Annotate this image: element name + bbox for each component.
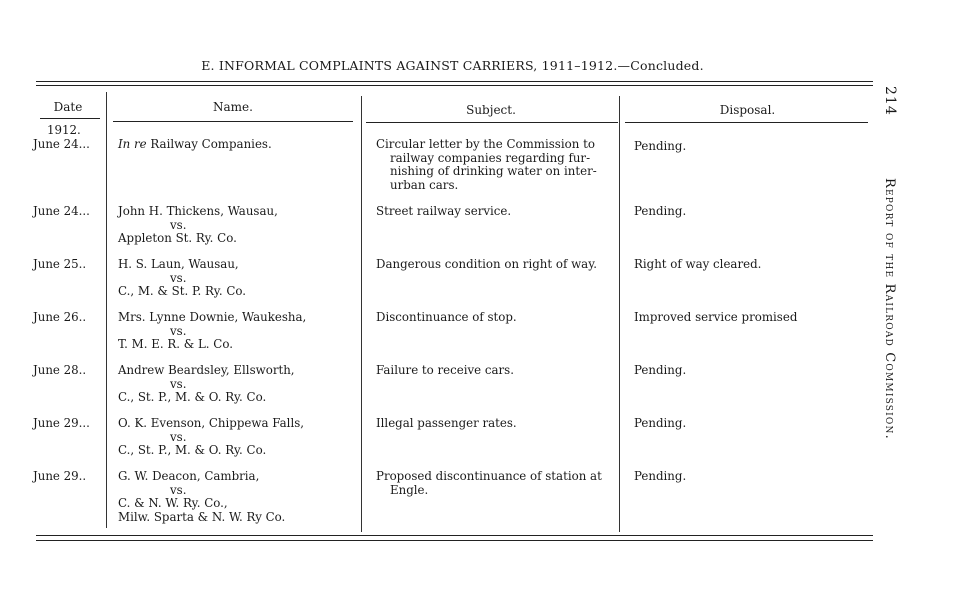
- header-underline-name: [113, 121, 353, 122]
- subject-line: Engle.: [390, 482, 429, 497]
- subject-line: Proposed discontinuance of station at: [376, 469, 602, 483]
- date-cell: June 29..: [33, 469, 87, 483]
- page-title: E. INFORMAL COMPLAINTS AGAINST CARRIERS, 1911–1912.—Concluded.: [201, 58, 704, 73]
- subject-cell: Discontinuance of stop.: [376, 310, 517, 324]
- respondent: T. M. E. R. & L. Co.: [118, 337, 233, 351]
- versus-label: vs.: [170, 376, 187, 391]
- date-cell: June 26..: [33, 310, 87, 324]
- complainant: G. W. Deacon, Cambria,: [118, 469, 260, 483]
- bottom-double-rule-lower: [36, 540, 873, 541]
- subject-cell: Dangerous condition on right of way.: [376, 257, 598, 271]
- complainant: O. K. Evenson, Chippewa Falls,: [118, 416, 305, 430]
- date-cell: June 25..: [33, 257, 87, 271]
- complainant: Andrew Beardsley, Ellsworth,: [118, 363, 295, 377]
- column-divider-name: [361, 96, 362, 532]
- date-cell: June 24...: [33, 204, 90, 218]
- versus-label: vs.: [170, 482, 187, 497]
- subject-line: nishing of drinking water on inter-: [390, 164, 597, 178]
- versus-label: vs.: [170, 429, 187, 444]
- subject-cell: [376, 470, 618, 497]
- name-cell: [118, 258, 358, 299]
- bottom-double-rule-upper: [36, 535, 873, 536]
- page-number: 214: [882, 86, 898, 116]
- disposal-cell: Pending.: [634, 363, 687, 377]
- column-divider-date: [106, 92, 107, 528]
- respondent: C., M. & St. P. Ry. Co.: [118, 284, 246, 298]
- subject-line: railway companies regarding fur-: [390, 150, 591, 165]
- complainant: John H. Thickens, Wausau,: [118, 204, 278, 218]
- running-head: Report of the Railroad Commission.: [882, 178, 897, 440]
- name-main: Railway Companies.: [150, 137, 272, 151]
- header-name: Name.: [213, 100, 253, 114]
- top-double-rule-lower: [36, 85, 873, 86]
- header-date: Date: [53, 100, 83, 114]
- versus-label: vs.: [170, 217, 187, 232]
- respondent: Milw. Sparta & N. W. Ry Co.: [118, 509, 286, 524]
- disposal-cell: Improved service promised: [634, 310, 798, 324]
- subject-cell: [376, 138, 618, 192]
- header-underline-disposal: [625, 122, 868, 123]
- versus-label: vs.: [170, 270, 187, 285]
- subject-line: urban cars.: [390, 177, 459, 192]
- date-cell: June 24...: [33, 137, 90, 151]
- top-double-rule-upper: [36, 81, 873, 82]
- year-label: 1912.: [47, 123, 81, 137]
- name-cell: [118, 364, 358, 405]
- subject-line: Circular letter by the Commission to: [376, 137, 595, 151]
- name-cell: [118, 417, 358, 458]
- date-cell: June 28..: [33, 363, 87, 377]
- respondent: C., St. P., M. & O. Ry. Co.: [118, 443, 267, 457]
- name-prefix: In re: [118, 137, 147, 151]
- disposal-cell: Pending.: [634, 469, 687, 483]
- disposal-cell: Pending.: [634, 204, 687, 218]
- respondent: C., St. P., M. & O. Ry. Co.: [118, 390, 267, 404]
- name-cell: [118, 470, 358, 524]
- header-underline-subject: [366, 122, 618, 123]
- complainant: Mrs. Lynne Downie, Waukesha,: [118, 310, 307, 324]
- header-subject: Subject.: [466, 103, 516, 117]
- subject-cell: Illegal passenger rates.: [376, 416, 517, 430]
- header-disposal: Disposal.: [719, 103, 776, 117]
- header-underline-date: [40, 118, 100, 119]
- subject-cell: Street railway service.: [376, 204, 512, 218]
- date-cell: June 29...: [33, 416, 90, 430]
- disposal-cell: Right of way cleared.: [634, 257, 762, 271]
- disposal-cell: Pending.: [634, 139, 687, 153]
- name-cell: [118, 138, 358, 152]
- respondent: C. & N. W. Ry. Co.,: [118, 496, 228, 510]
- versus-label: vs.: [170, 323, 187, 338]
- column-divider-subject: [619, 96, 620, 532]
- disposal-cell: Pending.: [634, 416, 687, 430]
- name-cell: [118, 205, 358, 246]
- complainant: H. S. Laun, Wausau,: [118, 257, 239, 271]
- name-cell: [118, 311, 358, 352]
- subject-cell: Failure to receive cars.: [376, 363, 514, 377]
- respondent: Appleton St. Ry. Co.: [118, 231, 237, 245]
